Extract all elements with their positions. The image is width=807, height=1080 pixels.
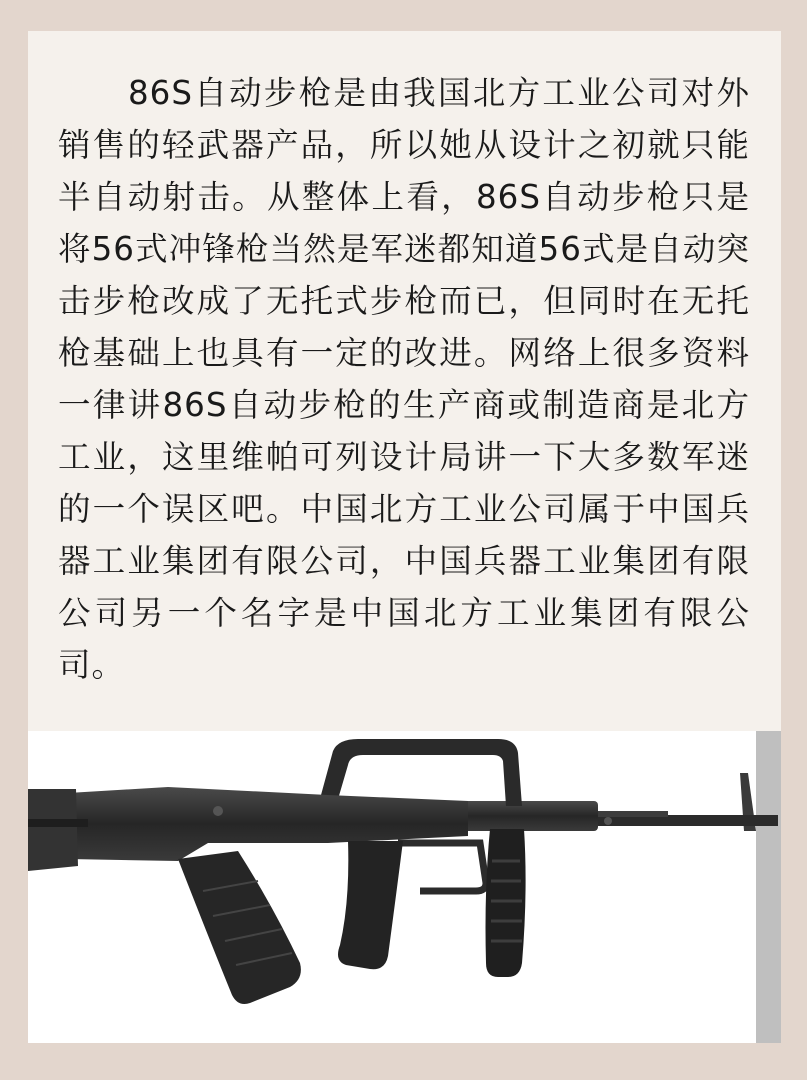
rifle-illustration bbox=[28, 731, 781, 1043]
handguard bbox=[458, 801, 598, 831]
magazine bbox=[178, 851, 301, 1004]
post-card bbox=[28, 31, 781, 1043]
trigger-guard bbox=[398, 843, 486, 891]
pistol-grip bbox=[338, 841, 403, 969]
photo-edge-shadow bbox=[756, 731, 781, 1043]
rifle-photo bbox=[28, 731, 781, 1043]
receiver bbox=[68, 787, 468, 861]
article-text: 86S自动步枪是由我国北方工业公司对外销售的轻武器产品，所以她从设计之初就只能半自动射击。从整体上看，86S自动步枪只是将56式冲锋枪当然是军迷都知道56式是自动突击步枪改成了无托式步枪而已，但同时在无托枪基础上也具有一定的改进。网络上很多资料一律讲86S自动步枪的生产商或制造商是北方工业，这里维帕可列设计局讲一下大多数军迷的一个误区吧。中国北方工业公司属于中国兵器工业集团有限公司，中国兵器工业集团有限公司另一个名字是中国北方工业集团有限公司。 bbox=[58, 74, 750, 684]
butt-plate bbox=[28, 789, 78, 871]
foregrip bbox=[486, 829, 526, 977]
